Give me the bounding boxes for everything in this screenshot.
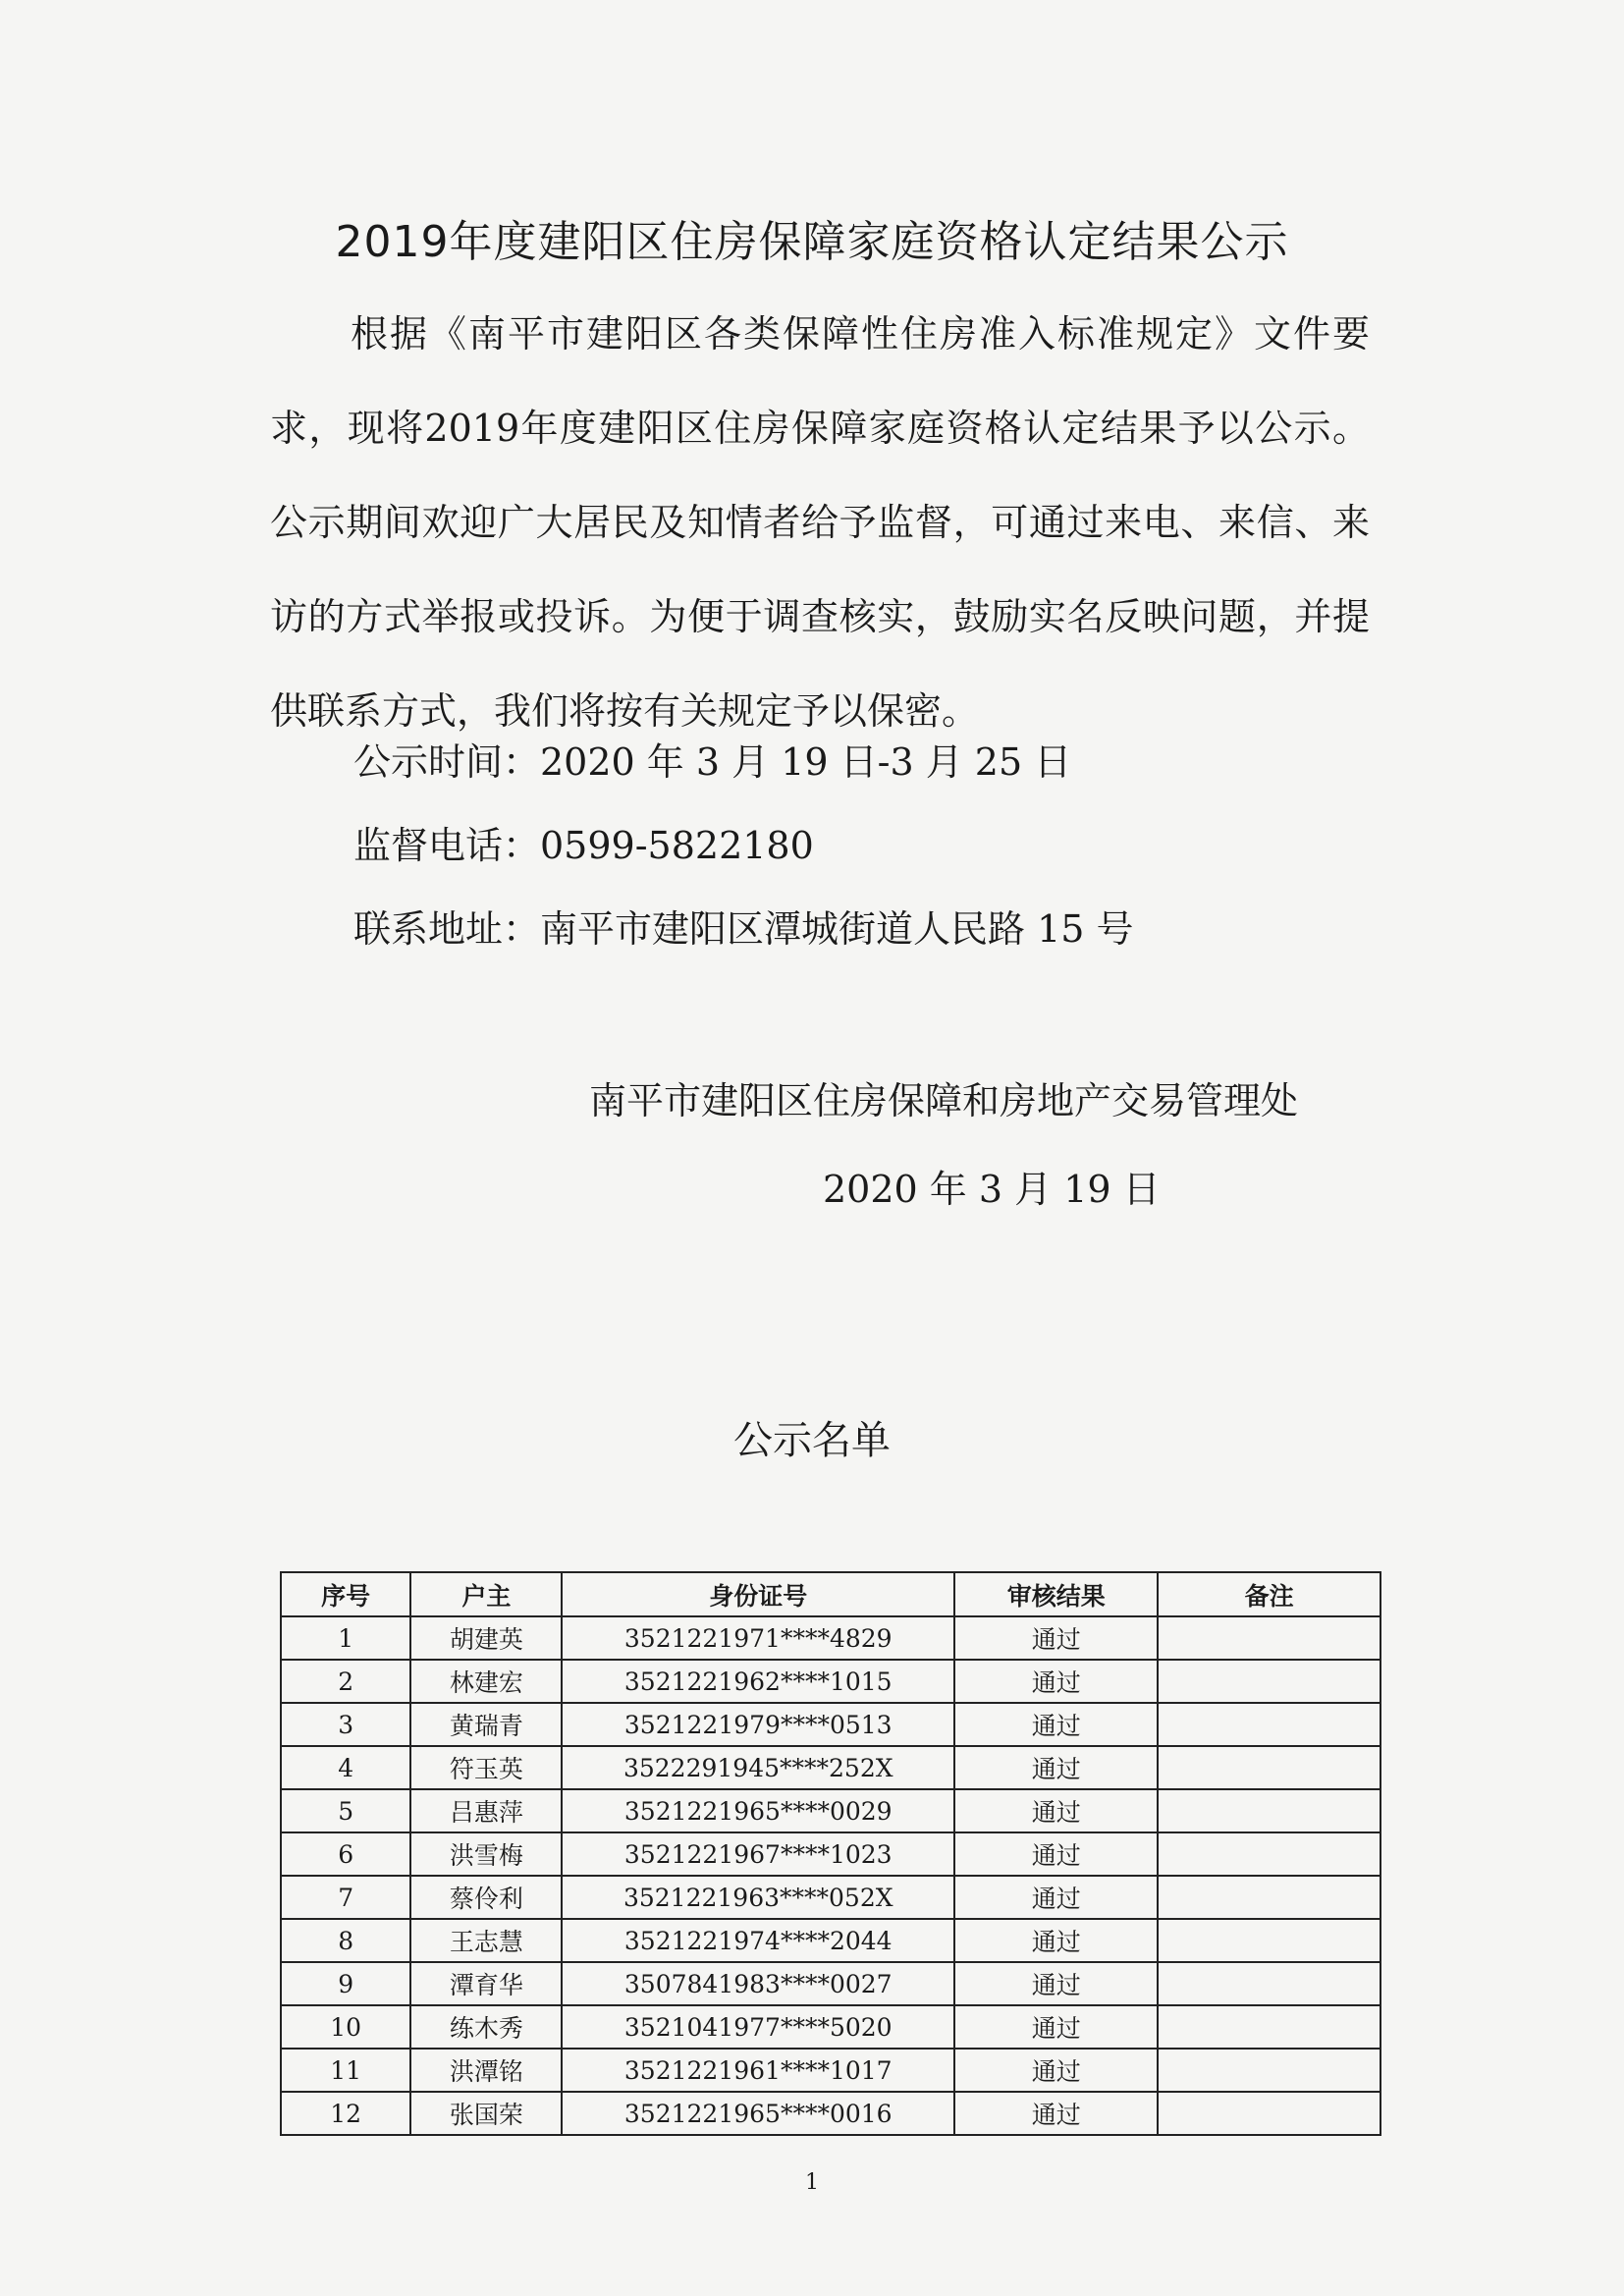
cell-owner: 洪雪梅 bbox=[410, 1832, 562, 1876]
table-row bbox=[281, 1789, 1380, 1832]
page-number: 1 bbox=[805, 2170, 819, 2195]
cell-owner: 黄瑞青 bbox=[410, 1703, 562, 1746]
cell-note bbox=[1158, 1876, 1380, 1919]
table-row bbox=[281, 1746, 1380, 1789]
cell-note bbox=[1158, 1832, 1380, 1876]
cell-result: 通过 bbox=[954, 1660, 1158, 1703]
cell-owner: 洪潭铭 bbox=[410, 2049, 562, 2092]
cell-id-number: 3521221979****0513 bbox=[562, 1703, 954, 1746]
supervision-phone: 监督电话：0599-5822180 bbox=[353, 824, 814, 867]
table-row bbox=[281, 2049, 1380, 2092]
page-title: 2019年度建阳区住房保障家庭资格认定结果公示 bbox=[335, 217, 1289, 267]
cell-seq: 11 bbox=[281, 2049, 410, 2092]
cell-result: 通过 bbox=[954, 1876, 1158, 1919]
body-text: 根据《南平市建阳区各类保障性住房准入标准规定》文件要求，现将2019年度建阳区住房保障家庭资格认定结果予以公示。公示期间欢迎广大居民及知情者给予监督，可通过来电、来信、来访的方式举报或投诉。为便于调查核实，鼓励实名反映问题，并提供联系方式，我们将按有关规定予以保密。 bbox=[270, 312, 1370, 733]
cell-note bbox=[1158, 2092, 1380, 2135]
cell-result: 通过 bbox=[954, 2005, 1158, 2049]
cell-seq: 12 bbox=[281, 2092, 410, 2135]
header-result: 审核结果 bbox=[954, 1572, 1158, 1616]
cell-id-number: 3522291945****252X bbox=[562, 1746, 954, 1789]
cell-seq: 4 bbox=[281, 1746, 410, 1789]
signature-organization: 南平市建阳区住房保障和房地产交易管理处 bbox=[589, 1079, 1299, 1122]
cell-id-number: 3507841983****0027 bbox=[562, 1962, 954, 2005]
cell-result: 通过 bbox=[954, 1919, 1158, 1962]
cell-id-number: 3521221974****2044 bbox=[562, 1919, 954, 1962]
table-row bbox=[281, 1962, 1380, 2005]
cell-note bbox=[1158, 1919, 1380, 1962]
cell-id-number: 3521221961****1017 bbox=[562, 2049, 954, 2092]
cell-seq: 6 bbox=[281, 1832, 410, 1876]
header-owner: 户主 bbox=[410, 1572, 562, 1616]
cell-result: 通过 bbox=[954, 1962, 1158, 2005]
publicity-period: 公示时间：2020 年 3 月 19 日-3 月 25 日 bbox=[353, 740, 1072, 784]
body-paragraph bbox=[270, 287, 1370, 758]
cell-id-number: 3521041977****5020 bbox=[562, 2005, 954, 2049]
cell-result: 通过 bbox=[954, 1789, 1158, 1832]
cell-owner: 练木秀 bbox=[410, 2005, 562, 2049]
cell-seq: 5 bbox=[281, 1789, 410, 1832]
cell-result: 通过 bbox=[954, 1832, 1158, 1876]
cell-seq: 9 bbox=[281, 1962, 410, 2005]
cell-owner: 蔡伶利 bbox=[410, 1876, 562, 1919]
cell-owner: 潭育华 bbox=[410, 1962, 562, 2005]
cell-id-number: 3521221965****0016 bbox=[562, 2092, 954, 2135]
table-row bbox=[281, 1660, 1380, 1703]
list-title: 公示名单 bbox=[733, 1418, 891, 1463]
cell-result: 通过 bbox=[954, 2049, 1158, 2092]
header-seq: 序号 bbox=[281, 1572, 410, 1616]
table-row bbox=[281, 2092, 1380, 2135]
header-id-number: 身份证号 bbox=[562, 1572, 954, 1616]
cell-owner: 符玉英 bbox=[410, 1746, 562, 1789]
table-row bbox=[281, 1832, 1380, 1876]
table-row bbox=[281, 1876, 1380, 1919]
cell-result: 通过 bbox=[954, 1616, 1158, 1660]
cell-owner: 王志慧 bbox=[410, 1919, 562, 1962]
signature-date: 2020 年 3 月 19 日 bbox=[823, 1168, 1161, 1211]
cell-seq: 10 bbox=[281, 2005, 410, 2049]
table-header-row bbox=[281, 1572, 1380, 1616]
cell-id-number: 3521221971****4829 bbox=[562, 1616, 954, 1660]
table-row bbox=[281, 1703, 1380, 1746]
cell-id-number: 3521221967****1023 bbox=[562, 1832, 954, 1876]
cell-seq: 7 bbox=[281, 1876, 410, 1919]
cell-id-number: 3521221963****052X bbox=[562, 1876, 954, 1919]
table-row bbox=[281, 1919, 1380, 1962]
cell-owner: 张国荣 bbox=[410, 2092, 562, 2135]
cell-note bbox=[1158, 1746, 1380, 1789]
cell-seq: 3 bbox=[281, 1703, 410, 1746]
cell-note bbox=[1158, 1962, 1380, 2005]
cell-result: 通过 bbox=[954, 1703, 1158, 1746]
cell-id-number: 3521221965****0029 bbox=[562, 1789, 954, 1832]
cell-seq: 8 bbox=[281, 1919, 410, 1962]
roster-table bbox=[280, 1571, 1381, 2136]
contact-address: 联系地址：南平市建阳区潭城街道人民路 15 号 bbox=[353, 907, 1134, 951]
cell-note bbox=[1158, 1789, 1380, 1832]
cell-note bbox=[1158, 2049, 1380, 2092]
cell-owner: 林建宏 bbox=[410, 1660, 562, 1703]
cell-owner: 吕惠萍 bbox=[410, 1789, 562, 1832]
cell-owner: 胡建英 bbox=[410, 1616, 562, 1660]
cell-note bbox=[1158, 1703, 1380, 1746]
cell-result: 通过 bbox=[954, 2092, 1158, 2135]
cell-id-number: 3521221962****1015 bbox=[562, 1660, 954, 1703]
cell-seq: 2 bbox=[281, 1660, 410, 1703]
cell-result: 通过 bbox=[954, 1746, 1158, 1789]
cell-seq: 1 bbox=[281, 1616, 410, 1660]
cell-note bbox=[1158, 2005, 1380, 2049]
header-note: 备注 bbox=[1158, 1572, 1380, 1616]
cell-note bbox=[1158, 1616, 1380, 1660]
cell-note bbox=[1158, 1660, 1380, 1703]
table-row bbox=[281, 1616, 1380, 1660]
table-row bbox=[281, 2005, 1380, 2049]
